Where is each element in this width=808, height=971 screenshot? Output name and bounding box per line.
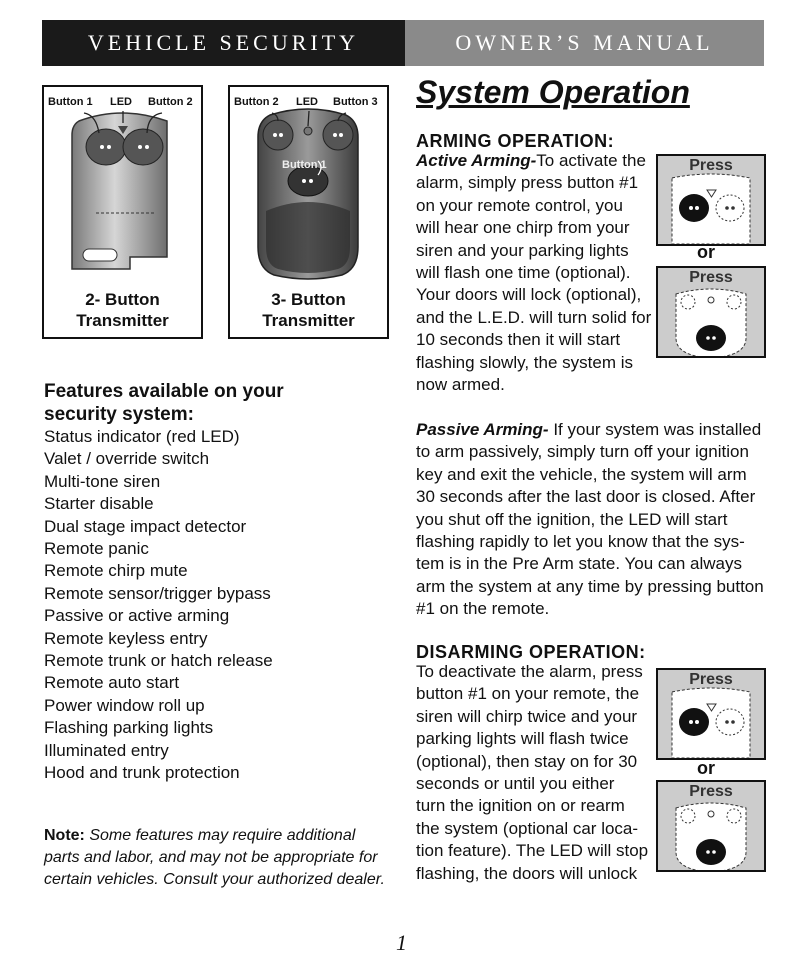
features-section: [44, 380, 394, 785]
press-label: Press: [689, 269, 733, 286]
page-header: [42, 20, 764, 66]
section-title: System Operation: [416, 74, 690, 110]
header-right-title: OWNER’S MANUAL: [405, 20, 764, 66]
active-arming-line: alarm, simply press button #1: [416, 173, 639, 193]
press-button1-3btn-illustration: [656, 266, 766, 358]
passive-arming-line: flashing rapidly to let you know that the sys-: [416, 532, 745, 552]
feature-item: Remote keyless entry: [44, 628, 208, 648]
label-button-2: Button 2: [234, 96, 279, 108]
disarming-line: turn the ignition on or rearm: [416, 796, 625, 816]
note-label: Note:: [44, 827, 85, 844]
active-arming-line: now armed.: [416, 375, 505, 395]
feature-item: Dual stage impact detector: [44, 516, 247, 536]
three-button-transmitter-figure: [228, 85, 389, 339]
three-button-remote-illustration: [230, 107, 387, 307]
passive-arming-section: [416, 419, 776, 621]
passive-arming-line: you shut off the ignition, the LED will start: [416, 509, 728, 529]
label-led: LED: [110, 96, 132, 108]
label-button-1: Button 1: [48, 96, 93, 108]
active-arming-line: siren and your parking lights: [416, 240, 629, 260]
disarming-line: tion feature). The LED will stop: [416, 841, 649, 861]
two-button-caption-line2: Transmitter: [76, 311, 169, 330]
feature-item: Remote trunk or hatch release: [44, 651, 273, 671]
label-button-2: Button 2: [148, 96, 193, 108]
passive-arming-line: key and exit the vehicle, the system will arm: [416, 464, 747, 484]
passive-arming-paragraph: [416, 419, 776, 621]
feature-item: Starter disable: [44, 494, 154, 514]
disarming-line: parking lights will flash twice: [416, 729, 629, 749]
arming-heading: ARMING OPERATION:: [416, 131, 615, 151]
disarming-line: flashing, the doors will unlock: [416, 863, 638, 883]
page-number: 1: [396, 930, 407, 955]
active-arming-line: will hear one chirp from your: [416, 218, 630, 238]
or-label-disarming: or: [697, 758, 715, 778]
disarming-line: the system (optional car loca-: [416, 818, 639, 838]
or-label-arming: or: [697, 242, 715, 262]
passive-arming-line-text: If your system was installed: [548, 420, 762, 439]
passive-arming-line: tem is in the Pre Arm state. You can always: [416, 554, 742, 574]
press-button1-2btn-disarm-illustration: [656, 668, 766, 760]
passive-arming-line-label: Passive Arming-: [416, 420, 549, 439]
active-arming-line: flashing slowly, the system is: [416, 352, 633, 372]
feature-item: Valet / override switch: [44, 449, 210, 469]
press-button1-3btn-disarm-illustration: [656, 780, 766, 872]
label-button-3: Button 3: [333, 96, 378, 108]
active-arming-line: and the L.E.D. will turn solid for: [416, 307, 652, 327]
active-arming-line: Your doors will lock (optional),: [416, 285, 642, 305]
passive-arming-line: 30 seconds after the last door is closed. After: [416, 487, 756, 507]
press-label: Press: [689, 671, 733, 688]
disarming-heading: DISARMING OPERATION:: [416, 642, 646, 662]
disarming-line: button #1 on your remote, the: [416, 684, 640, 704]
disarming-line: To deactivate the alarm, press: [416, 662, 643, 681]
active-arming-line: 10 seconds then it will start: [416, 330, 621, 350]
active-arming-line-text: To activate the: [536, 151, 646, 170]
features-title-line2: security system:: [44, 404, 194, 425]
passive-arming-line: arm the system at any time by pressing button: [416, 576, 764, 596]
disarming-line: seconds or until you either: [416, 774, 615, 794]
press-button1-2btn-illustration: [656, 154, 766, 246]
feature-item: Passive or active arming: [44, 606, 230, 626]
active-arming-line: [416, 150, 652, 172]
disarming-line: (optional), then stay on for 30: [416, 751, 638, 771]
features-title-line1: Features available on your: [44, 381, 284, 402]
feature-item: Illuminated entry: [44, 740, 169, 760]
feature-item: Power window roll up: [44, 695, 205, 715]
feature-item: Multi-tone siren: [44, 471, 161, 491]
feature-item: Hood and trunk protection: [44, 763, 240, 783]
label-led: LED: [296, 96, 318, 108]
three-button-caption-line1: 3- Button: [271, 290, 346, 309]
three-button-caption: [230, 289, 387, 331]
note-text: Some features may require additional parts and labor, and may not be appropriate for certain vehicles. Consult your authorized dealer.: [44, 827, 385, 888]
passive-arming-line: to arm passively, simply turn off your ignition: [416, 442, 749, 462]
note-paragraph: [44, 825, 389, 891]
two-button-caption: [44, 289, 201, 331]
active-arming-line: will flash one time (optional).: [416, 263, 631, 283]
disarming-line: siren will chirp twice and your: [416, 706, 638, 726]
features-list: [44, 426, 394, 785]
two-button-remote-illustration: [44, 107, 201, 307]
feature-item: Remote auto start: [44, 673, 180, 693]
feature-item: Flashing parking lights: [44, 718, 214, 738]
feature-item: Remote panic: [44, 539, 149, 559]
three-button-caption-line2: Transmitter: [262, 311, 355, 330]
passive-arming-line: #1 on the remote.: [416, 599, 550, 619]
label-inner-button-1: Button 1: [282, 159, 327, 171]
active-arming-line: on your remote control, you: [416, 195, 623, 215]
feature-item: Remote chirp mute: [44, 561, 188, 581]
passive-arming-line: [416, 419, 776, 441]
feature-item: Status indicator (red LED): [44, 427, 240, 446]
feature-item: Remote sensor/trigger bypass: [44, 583, 271, 603]
active-arming-line-label: Active Arming-: [416, 151, 537, 170]
two-button-transmitter-figure: [42, 85, 203, 339]
press-label: Press: [689, 783, 733, 800]
two-button-caption-line1: 2- Button: [85, 290, 160, 309]
press-label: Press: [689, 157, 733, 174]
header-left-title: VEHICLE SECURITY: [42, 20, 405, 66]
